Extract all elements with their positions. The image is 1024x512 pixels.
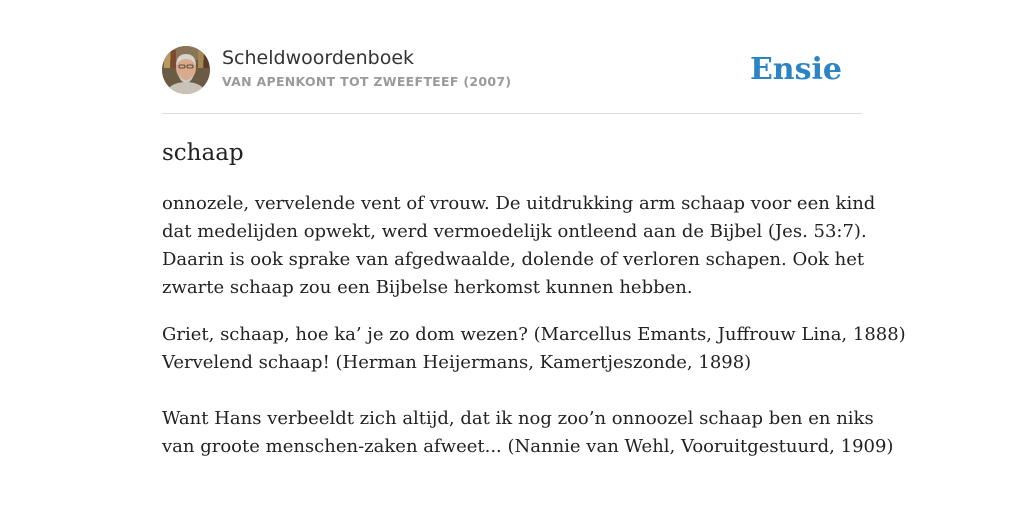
entry-definition: [162, 190, 876, 302]
header-divider: [162, 113, 862, 114]
entry-title: schaap: [162, 140, 244, 166]
book-title[interactable]: Scheldwoordenboek: [222, 47, 415, 69]
definition-line: Daarin is ook sprake van afgedwaalde, dolende of verloren schapen. Ook het: [162, 249, 865, 270]
quote-line: Want Hans verbeeldt zich altijd, dat ik nog zoo’n onnoozel schaap ben en niks: [162, 408, 874, 429]
definition-line: onnozele, vervelende vent of vrouw. De uitdrukking arm schaap voor een kind: [162, 193, 876, 214]
entry-card: [162, 0, 906, 512]
book-subtitle: VAN APENKONT TOT ZWEEFTEEF (2007): [222, 74, 512, 89]
quote-line: Griet, schaap, hoe ka’ je zo dom wezen? (Marcellus Emants, Juffrouw Lina, 1888): [162, 324, 906, 345]
ensie-logo[interactable]: Ensie: [749, 52, 842, 87]
quote-line: van groote menschen-zaken afweet... (Nannie van Wehl, Vooruitgestuurd, 1909): [162, 436, 894, 457]
quote-line: Vervelend schaap! (Herman Heijermans, Kamertjeszonde, 1898): [162, 352, 752, 373]
entry-quotes: [162, 321, 906, 461]
dictionary-header: [162, 46, 862, 96]
definition-line: dat medelijden opwekt, werd vermoedelijk ontleend aan de Bijbel (Jes. 53:7).: [162, 221, 867, 242]
definition-line: zwarte schaap zou een Bijbelse herkomst kunnen hebben.: [162, 277, 693, 298]
quote-spacer: [162, 377, 862, 405]
author-avatar[interactable]: [162, 46, 210, 94]
author-portrait-icon: [162, 46, 210, 94]
